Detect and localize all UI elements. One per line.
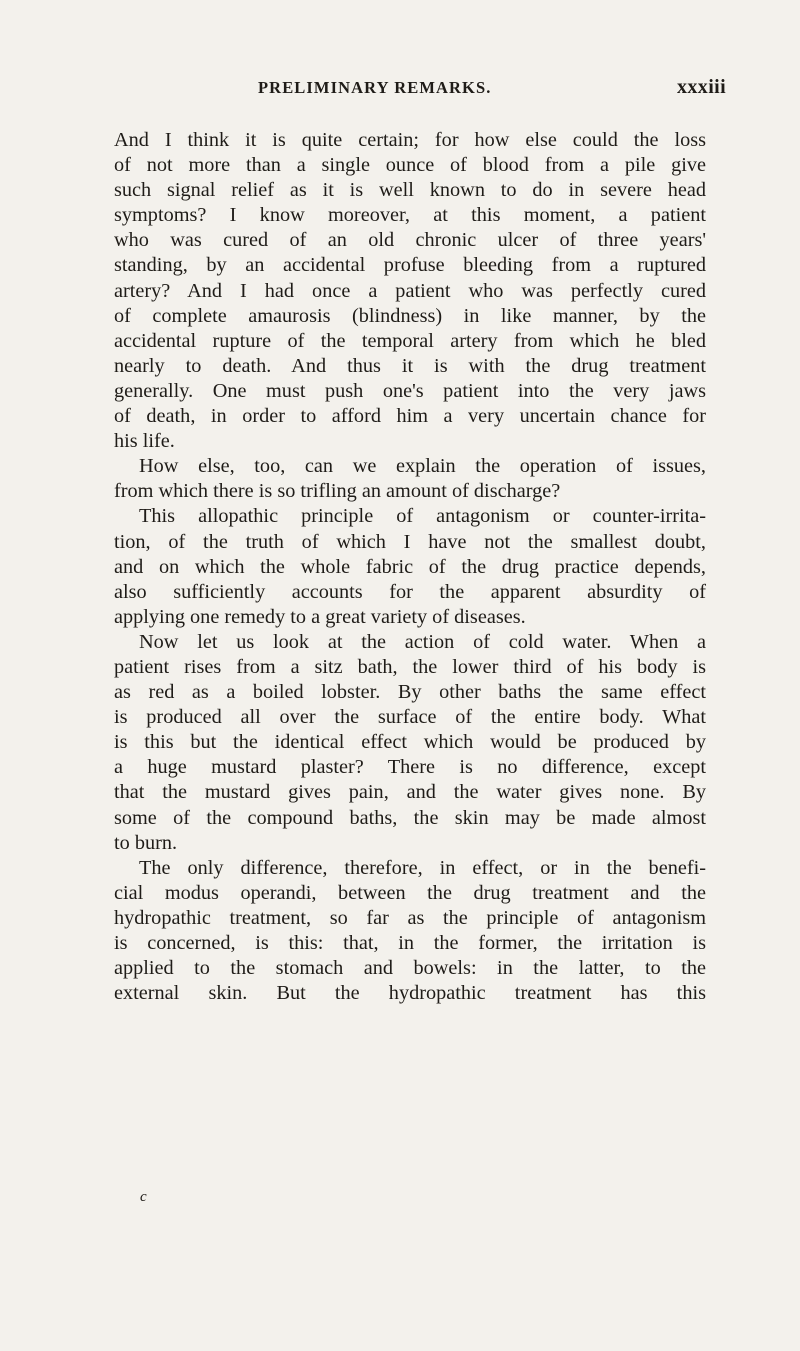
text-line: applying one remedy to a great variety of diseases. xyxy=(114,605,526,628)
text-line: is produced all over the surface of the entire body. What xyxy=(114,706,706,729)
text-line: such signal relief as it is well known to do in severe head xyxy=(114,179,706,202)
text-line: and on which the whole fabric of the drug practice depends, xyxy=(114,555,706,578)
text-line: applied to the stomach and bowels: in the latter, to the xyxy=(114,957,706,980)
text-line: How else, too, can we explain the operation of issues, xyxy=(139,455,706,478)
text-line: And I think it is quite certain; for how else could the loss xyxy=(114,129,706,151)
text-line: external skin. But the hydropathic treatment has this xyxy=(114,982,706,1005)
text-line: artery? And I had once a patient who was perfectly cured xyxy=(114,279,706,302)
text-line: who was cured of an old chronic ulcer of three years' xyxy=(114,229,706,252)
text-line: hydropathic treatment, so far as the principle of antagonism xyxy=(114,906,706,929)
text-line: of complete amaurosis (blindness) in like manner, by the xyxy=(114,304,706,327)
text-line: cial modus operandi, between the drug treatment and the xyxy=(114,881,706,904)
text-line: nearly to death. And thus it is with the drug treatment xyxy=(114,354,706,377)
text-line: The only difference, therefore, in effect, or in the benefi- xyxy=(139,856,706,879)
page-number: xxxiii xyxy=(677,76,727,98)
running-header xyxy=(0,78,800,108)
text-line: generally. One must push one's patient into the very jaws xyxy=(114,379,706,402)
text-line: of death, in order to afford him a very uncertain chance for xyxy=(114,405,706,428)
text-line: of not more than a single ounce of blood from a pile give xyxy=(114,154,706,177)
text-line: standing, by an accidental profuse bleeding from a ruptured xyxy=(114,254,706,277)
text-line: his life. xyxy=(114,430,175,453)
signature-mark: c xyxy=(140,1189,147,1205)
text-line: some of the compound baths, the skin may be made almost xyxy=(114,806,706,829)
text-line: tion, of the truth of which I have not the smallest doubt, xyxy=(114,530,706,553)
text-line: to burn. xyxy=(114,831,178,854)
text-line: symptoms? I know moreover, at this moment, a patient xyxy=(114,204,706,227)
text-line: also sufficiently accounts for the apparent absurdity of xyxy=(114,580,706,603)
running-title: PRELIMINARY REMARKS. xyxy=(258,78,492,97)
text-line: This allopathic principle of antagonism or counter-irrita- xyxy=(139,505,706,528)
text-line: is this but the identical effect which would be produced by xyxy=(114,731,706,754)
text-line: Now let us look at the action of cold water. When a xyxy=(139,630,706,653)
text-line: as red as a boiled lobster. By other baths the same effect xyxy=(114,681,706,704)
text-line: that the mustard gives pain, and the water gives none. By xyxy=(114,781,706,804)
body-text xyxy=(114,128,706,1006)
text-line: from which there is so trifling an amount of discharge? xyxy=(114,480,561,503)
text-line: is concerned, is this: that, in the former, the irritation is xyxy=(114,932,706,954)
text-line: patient rises from a sitz bath, the lower third of his body is xyxy=(114,655,706,678)
text-line: accidental rupture of the temporal artery from which he bled xyxy=(114,329,706,352)
text-line: a huge mustard plaster? There is no difference, except xyxy=(114,756,706,779)
